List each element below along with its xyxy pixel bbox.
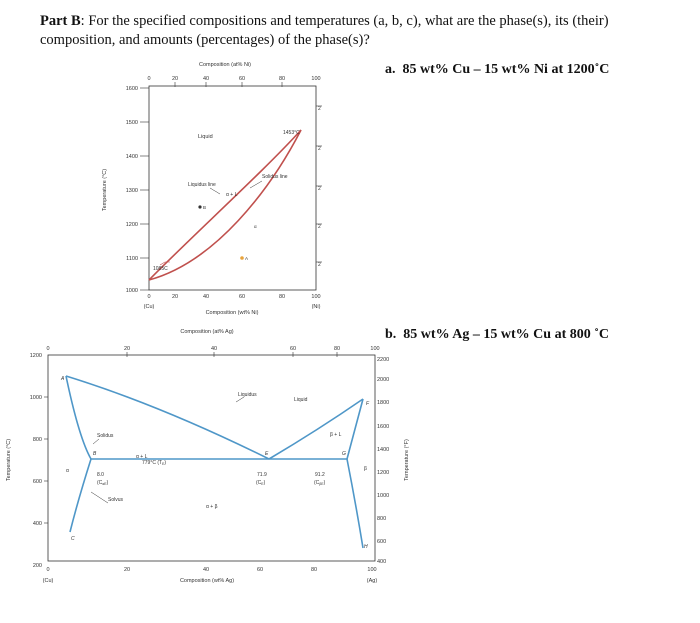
cu-ni-bottom-tick: 80 xyxy=(278,294,286,300)
cu-ni-y-tick: 1600 xyxy=(125,86,138,92)
cu-ni-right-tick: 2 xyxy=(318,106,321,112)
cu-ag-bottom-tick: 40 xyxy=(202,567,210,573)
cu-ni-bottom-axis-title: Composition (wt% Ni) xyxy=(205,310,259,316)
cu-ni-bottom-tick: 20 xyxy=(171,294,179,300)
cu-ag-end-right: (Ag) xyxy=(366,578,378,584)
alpha-region-label: α xyxy=(66,468,69,474)
solidus-label: Solidus line xyxy=(262,174,288,180)
eutectic-composition-symbol: $(C_E)$ xyxy=(256,480,266,486)
cu-ni-bottom-tick: 0 xyxy=(147,294,151,300)
beta-max-composition-label: $(C_{\beta E})$ xyxy=(314,480,326,486)
cu-ag-bottom-tick: 0 xyxy=(46,567,50,573)
cu-ag-y2-tick: 800 xyxy=(377,516,387,522)
cu-ni-y-axis-title: Temperature (°C) xyxy=(102,168,108,212)
cu-ag-y-axis-title: Temperature (°C) xyxy=(6,438,12,482)
cu-ni-top-tick: 80 xyxy=(278,76,286,82)
cu-ag-y2-tick: 1600 xyxy=(377,424,390,430)
solvus-left-curve xyxy=(70,459,91,532)
cu-ag-y-tick: 800 xyxy=(32,437,42,443)
cu-ag-top-tick: 80 xyxy=(333,346,341,352)
cu-ni-bottom-tick: 40 xyxy=(202,294,210,300)
cu-ni-end-right: (Ni) xyxy=(311,304,321,310)
beta-l-label: β + L xyxy=(330,432,342,438)
cu-ni-y-tick: 1400 xyxy=(125,154,138,160)
cu-ni-top-tick: 60 xyxy=(238,76,246,82)
cu-ag-bottom-tick: 60 xyxy=(256,567,264,573)
cu-ag-top-axis-title: Composition (at% Ag) xyxy=(180,329,234,335)
point-g-label: G xyxy=(342,451,346,457)
liquidus-label: Liquidus line xyxy=(188,182,216,188)
eutectic-composition-label: 71.9 xyxy=(257,472,267,478)
cu-ag-y2-tick: 600 xyxy=(377,539,387,545)
subquestion-b-label: b. xyxy=(385,327,397,342)
eutectic-temperature-label: 779°C $(T_E)$ xyxy=(142,460,167,466)
alpha-max-composition-label: $(C_{\alpha E})$ xyxy=(97,480,109,486)
cu-ni-bottom-tick: 60 xyxy=(238,294,246,300)
cu-ag-y2-tick: 1400 xyxy=(377,447,390,453)
liquidus-left-curve xyxy=(66,376,269,459)
point-b-label: B xyxy=(93,451,97,457)
cu-ni-right-tick: 2 xyxy=(318,186,321,192)
cu-ag-y2-tick: 2200 xyxy=(377,357,390,363)
cu-ni-diagram xyxy=(102,62,322,316)
cu-ag-y-tick: 200 xyxy=(32,563,42,569)
cu-ag-top-tick: 60 xyxy=(289,346,297,352)
solidus-label: Solidus xyxy=(97,433,114,439)
alpha-l-label: α + L xyxy=(136,454,148,460)
cu-ni-right-tick: 2 xyxy=(318,224,321,230)
question-body: : For the specified compositions and temperatures (a, b, c), what are the phase(s), its (their) composition, and amounts (percentages) of the phase(s)? xyxy=(40,13,609,48)
point-a-label: A xyxy=(61,376,65,382)
liquidus-curve xyxy=(149,130,301,280)
cu-ag-y2-tick: 2000 xyxy=(377,377,390,383)
subquestion-a-text: 85 wt% Cu – 15 wt% Ni at 1200˚C xyxy=(402,62,610,77)
subquestion-a-label: a. xyxy=(385,62,396,77)
cu-ag-y-tick: 600 xyxy=(32,479,42,485)
cu-ni-top-tick: 100 xyxy=(311,76,321,82)
cu-ni-bottom-tick: 100 xyxy=(311,294,321,300)
cu-ni-right-tick: 2 xyxy=(318,146,321,152)
beta-max-solubility-label: 91.2 xyxy=(315,472,325,478)
cu-ni-y-tick: 1000 xyxy=(125,288,138,294)
beta-region-label: β xyxy=(364,466,367,472)
liquid-label: Liquid xyxy=(198,134,213,140)
cu-ni-y-tick: 1200 xyxy=(125,222,138,228)
cu-ag-top-tick: 100 xyxy=(370,346,380,352)
cu-ag-y-tick: 1200 xyxy=(29,353,42,359)
point-b-label: B xyxy=(203,205,207,210)
cu-ag-y2-axis-title: Temperature (°F) xyxy=(404,439,410,481)
alpha-l-label: α + L xyxy=(226,192,238,198)
point-a-label: A xyxy=(245,256,249,261)
cu-ag-y2-tick: 400 xyxy=(377,559,387,565)
cu-ag-y-tick: 400 xyxy=(32,521,42,527)
cu-ag-top-tick: 20 xyxy=(123,346,131,352)
point-c-label: C xyxy=(71,536,75,542)
cu-ag-diagram xyxy=(6,329,410,584)
cu-ag-y-tick: 1000 xyxy=(29,395,42,401)
solvus-label: Solvus xyxy=(108,497,124,503)
point-h-label: H xyxy=(364,544,368,550)
point-b-marker xyxy=(198,205,201,208)
liquid-label: Liquid xyxy=(294,397,308,403)
cu-ni-top-axis-title: Composition (at% Ni) xyxy=(199,62,251,68)
cu-ag-bottom-tick: 80 xyxy=(310,567,318,573)
liquidus-label: Liquidus xyxy=(238,392,257,398)
cu-ag-end-left: (Cu) xyxy=(42,578,54,584)
cu-ni-right-tick: 2 xyxy=(318,262,321,268)
point-f-label: F xyxy=(366,401,370,407)
cu-ni-y-tick: 1100 xyxy=(126,256,138,262)
cu-ni-plot-frame xyxy=(149,86,316,290)
cu-ni-top-tick: 40 xyxy=(202,76,210,82)
cu-ag-y2-tick: 1000 xyxy=(377,493,390,499)
part-label: Part B xyxy=(40,13,81,29)
cu-ag-bottom-tick: 20 xyxy=(123,567,131,573)
cu-ag-top-tick: 40 xyxy=(210,346,218,352)
solidus-left-curve xyxy=(66,376,91,459)
point-e-label: E xyxy=(265,451,269,457)
cu-ag-y2-tick: 1800 xyxy=(377,400,390,406)
melt-ni-label: 1453°C xyxy=(283,130,300,136)
cu-ag-y2-tick: 1200 xyxy=(377,470,390,476)
cu-ni-y-tick: 1300 xyxy=(125,188,138,194)
solvus-right-curve xyxy=(347,459,363,548)
cu-ni-top-tick: 0 xyxy=(147,76,151,82)
cu-ni-top-tick: 20 xyxy=(171,76,179,82)
cu-ag-bottom-tick: 100 xyxy=(367,567,377,573)
subquestion-b-text: 85 wt% Ag – 15 wt% Cu at 800 ˚C xyxy=(403,327,610,342)
alpha-beta-label: α + β xyxy=(206,504,218,510)
melt-cu-label: 1085C xyxy=(153,266,168,272)
alpha-max-solubility-label: 8.0 xyxy=(97,472,104,478)
cu-ni-y-tick: 1500 xyxy=(125,120,138,126)
cu-ag-top-tick: 0 xyxy=(46,346,50,352)
point-a-marker xyxy=(240,256,244,260)
cu-ni-end-left: (Cu) xyxy=(143,304,155,310)
cu-ag-bottom-axis-title: Composition (wt% Ag) xyxy=(179,578,235,584)
alpha-label: α xyxy=(254,224,257,229)
